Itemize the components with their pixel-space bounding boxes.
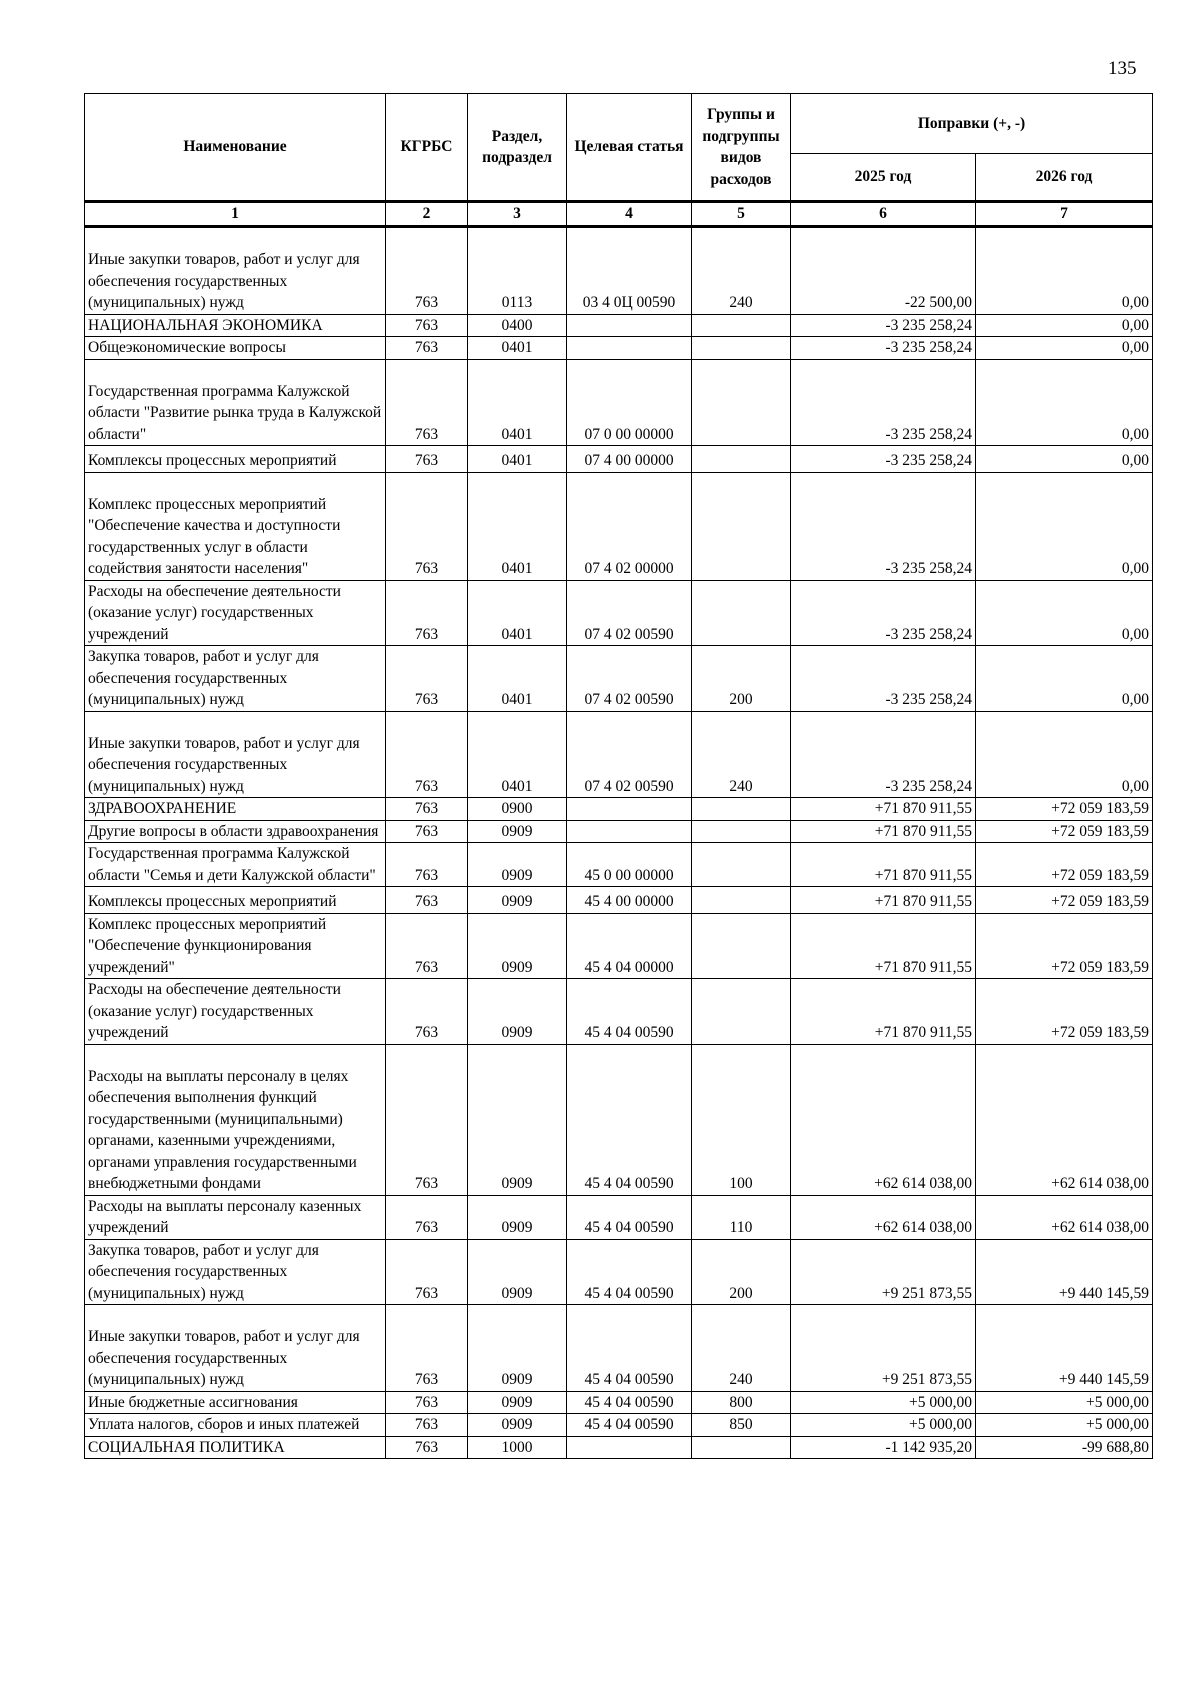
row-expense-group: 110 [692,1195,791,1239]
row-section: 0909 [468,1044,567,1195]
row-target-article: 45 4 00 00000 [567,887,692,914]
table-row [85,446,1153,473]
row-kgrbs: 763 [386,820,468,843]
row-kgrbs: 763 [386,711,468,798]
row-kgrbs: 763 [386,1044,468,1195]
row-expense-group [692,472,791,580]
row-name: Расходы на обеспечение деятельности (оказание услуг) государственных учреждений [85,979,386,1045]
table-row [85,1305,1153,1392]
row-section: 0401 [468,711,567,798]
row-kgrbs: 763 [386,913,468,979]
row-section: 0400 [468,314,567,337]
row-expense-group [692,337,791,360]
row-amount-2026: +62 614 038,00 [976,1195,1153,1239]
row-amount-2026: +62 614 038,00 [976,1044,1153,1195]
row-target-article: 45 0 00 00000 [567,843,692,887]
row-target-article: 45 4 04 00590 [567,1391,692,1414]
row-amount-2026: +5 000,00 [976,1414,1153,1437]
column-number: 1 [85,202,386,227]
row-kgrbs: 763 [386,314,468,337]
row-name: Государственная программа Калужской области "Семья и дети Калужской области" [85,843,386,887]
row-section: 0909 [468,1391,567,1414]
row-name: Расходы на выплаты персоналу в целях обеспечения выполнения функций государственными (муниципальными) органами, казенными учреждениями, органами управления государственными внебюджетными фондами [85,1044,386,1195]
row-name: Уплата налогов, сборов и иных платежей [85,1414,386,1437]
row-name: Комплекс процессных мероприятий "Обеспечение качества и доступности государственных услуг в области содействия занятости населения" [85,472,386,580]
row-section: 0401 [468,472,567,580]
row-amount-2025: +71 870 911,55 [791,913,976,979]
row-section: 0909 [468,979,567,1045]
header-section: Раздел, подраздел [468,94,567,202]
row-kgrbs: 763 [386,1436,468,1459]
row-amount-2026: +9 440 145,59 [976,1305,1153,1392]
budget-amendments-table [84,93,1153,1459]
row-kgrbs: 763 [386,446,468,473]
row-amount-2025: -3 235 258,24 [791,711,976,798]
row-target-article: 45 4 04 00590 [567,979,692,1045]
row-kgrbs: 763 [386,359,468,446]
row-target-article: 45 4 04 00590 [567,1044,692,1195]
row-section: 0909 [468,913,567,979]
row-target-article: 45 4 04 00590 [567,1305,692,1392]
row-name: Иные закупки товаров, работ и услуг для обеспечения государственных (муниципальных) нужд [85,1305,386,1392]
row-target-article [567,314,692,337]
row-amount-2026: +9 440 145,59 [976,1239,1153,1305]
row-amount-2025: +71 870 911,55 [791,979,976,1045]
column-number: 5 [692,202,791,227]
row-target-article: 07 4 02 00590 [567,711,692,798]
row-amount-2025: -22 500,00 [791,227,976,315]
row-section: 0401 [468,580,567,646]
row-target-article [567,337,692,360]
row-expense-group: 850 [692,1414,791,1437]
table-row [85,798,1153,821]
row-amount-2025: -1 142 935,20 [791,1436,976,1459]
row-amount-2026: 0,00 [976,472,1153,580]
row-expense-group [692,446,791,473]
row-kgrbs: 763 [386,227,468,315]
row-amount-2025: +5 000,00 [791,1391,976,1414]
row-expense-group: 240 [692,227,791,315]
row-name: Комплексы процессных мероприятий [85,446,386,473]
row-name: Комплексы процессных мероприятий [85,887,386,914]
row-target-article: 45 4 04 00590 [567,1239,692,1305]
header-target: Целевая статья [567,94,692,202]
table-row [85,1044,1153,1195]
header-year-2026: 2026 год [976,154,1153,202]
row-kgrbs: 763 [386,646,468,712]
row-amount-2025: -3 235 258,24 [791,314,976,337]
row-amount-2026: +72 059 183,59 [976,820,1153,843]
row-amount-2025: +71 870 911,55 [791,798,976,821]
row-amount-2026: -99 688,80 [976,1436,1153,1459]
header-amendments: Поправки (+, -) [791,94,1153,154]
table-row [85,1195,1153,1239]
row-section: 0909 [468,1195,567,1239]
row-amount-2025: +71 870 911,55 [791,887,976,914]
table-row [85,314,1153,337]
row-expense-group: 200 [692,1239,791,1305]
row-amount-2026: 0,00 [976,337,1153,360]
row-target-article [567,820,692,843]
column-number: 3 [468,202,567,227]
row-amount-2025: +71 870 911,55 [791,820,976,843]
column-number: 4 [567,202,692,227]
row-amount-2026: 0,00 [976,314,1153,337]
row-amount-2025: +5 000,00 [791,1414,976,1437]
row-amount-2026: 0,00 [976,646,1153,712]
header-kgrbs: КГРБС [386,94,468,202]
row-kgrbs: 763 [386,580,468,646]
table-row [85,711,1153,798]
row-amount-2025: +9 251 873,55 [791,1239,976,1305]
row-name: Комплекс процессных мероприятий "Обеспечение функционирования учреждений" [85,913,386,979]
row-name: Государственная программа Калужской области "Развитие рынка труда в Калужской области" [85,359,386,446]
row-expense-group [692,979,791,1045]
row-section: 0401 [468,337,567,360]
row-name: Иные бюджетные ассигнования [85,1391,386,1414]
row-kgrbs: 763 [386,843,468,887]
table-row [85,580,1153,646]
row-expense-group: 800 [692,1391,791,1414]
row-expense-group [692,843,791,887]
table-row [85,887,1153,914]
row-target-article: 07 4 00 00000 [567,446,692,473]
row-amount-2026: +5 000,00 [976,1391,1153,1414]
row-kgrbs: 763 [386,1239,468,1305]
row-expense-group [692,820,791,843]
row-amount-2025: -3 235 258,24 [791,337,976,360]
row-section: 0909 [468,1414,567,1437]
row-section: 0909 [468,820,567,843]
table-row [85,1436,1153,1459]
row-amount-2026: 0,00 [976,446,1153,473]
table-row [85,227,1153,315]
row-expense-group [692,1436,791,1459]
header-name: Наименование [85,94,386,202]
row-expense-group [692,580,791,646]
table-row [85,337,1153,360]
row-amount-2026: 0,00 [976,711,1153,798]
row-name: Общеэкономические вопросы [85,337,386,360]
row-name: Другие вопросы в области здравоохранения [85,820,386,843]
column-number: 7 [976,202,1153,227]
row-amount-2026: 0,00 [976,227,1153,315]
row-section: 1000 [468,1436,567,1459]
row-amount-2026: 0,00 [976,359,1153,446]
row-kgrbs: 763 [386,798,468,821]
row-expense-group [692,359,791,446]
row-section: 0900 [468,798,567,821]
row-amount-2026: +72 059 183,59 [976,979,1153,1045]
row-amount-2026: +72 059 183,59 [976,798,1153,821]
row-section: 0113 [468,227,567,315]
row-amount-2025: +62 614 038,00 [791,1044,976,1195]
row-section: 0909 [468,843,567,887]
row-name: Расходы на обеспечение деятельности (оказание услуг) государственных учреждений [85,580,386,646]
row-target-article: 07 0 00 00000 [567,359,692,446]
row-kgrbs: 763 [386,979,468,1045]
row-expense-group [692,798,791,821]
row-name: СОЦИАЛЬНАЯ ПОЛИТИКА [85,1436,386,1459]
row-amount-2025: -3 235 258,24 [791,446,976,473]
table-row [85,913,1153,979]
row-target-article: 07 4 02 00590 [567,646,692,712]
table-row [85,1239,1153,1305]
row-expense-group: 100 [692,1044,791,1195]
row-target-article [567,1436,692,1459]
row-kgrbs: 763 [386,887,468,914]
row-section: 0909 [468,1305,567,1392]
row-name: Закупка товаров, работ и услуг для обеспечения государственных (муниципальных) нужд [85,1239,386,1305]
table-row [85,979,1153,1045]
row-expense-group [692,887,791,914]
column-number: 6 [791,202,976,227]
table-row [85,820,1153,843]
row-name: Расходы на выплаты персоналу казенных учреждений [85,1195,386,1239]
row-section: 0401 [468,446,567,473]
row-expense-group: 240 [692,1305,791,1392]
row-kgrbs: 763 [386,1305,468,1392]
row-section: 0401 [468,359,567,446]
row-target-article: 07 4 02 00000 [567,472,692,580]
row-expense-group: 240 [692,711,791,798]
row-kgrbs: 763 [386,337,468,360]
table-row [85,843,1153,887]
header-groups: Группы и подгруппы видов расходов [692,94,791,202]
row-section: 0909 [468,1239,567,1305]
table-body [85,227,1153,1459]
column-number: 2 [386,202,468,227]
row-amount-2025: +71 870 911,55 [791,843,976,887]
row-amount-2026: 0,00 [976,580,1153,646]
row-target-article: 45 4 04 00590 [567,1195,692,1239]
row-kgrbs: 763 [386,1195,468,1239]
table-row [85,646,1153,712]
table-row [85,1391,1153,1414]
row-name: НАЦИОНАЛЬНАЯ ЭКОНОМИКА [85,314,386,337]
row-kgrbs: 763 [386,1391,468,1414]
row-amount-2025: -3 235 258,24 [791,580,976,646]
row-amount-2025: +9 251 873,55 [791,1305,976,1392]
row-amount-2026: +72 059 183,59 [976,913,1153,979]
row-expense-group: 200 [692,646,791,712]
row-amount-2025: -3 235 258,24 [791,359,976,446]
row-amount-2026: +72 059 183,59 [976,843,1153,887]
row-name: Иные закупки товаров, работ и услуг для обеспечения государственных (муниципальных) нужд [85,227,386,315]
row-target-article: 03 4 0Ц 00590 [567,227,692,315]
row-target-article [567,798,692,821]
row-kgrbs: 763 [386,1414,468,1437]
row-target-article: 07 4 02 00590 [567,580,692,646]
row-section: 0401 [468,646,567,712]
page-number: 135 [1108,58,1137,79]
row-expense-group [692,913,791,979]
row-amount-2025: +62 614 038,00 [791,1195,976,1239]
row-kgrbs: 763 [386,472,468,580]
header-year-2025: 2025 год [791,154,976,202]
row-amount-2026: +72 059 183,59 [976,887,1153,914]
row-name: ЗДРАВООХРАНЕНИЕ [85,798,386,821]
row-name: Закупка товаров, работ и услуг для обеспечения государственных (муниципальных) нужд [85,646,386,712]
row-amount-2025: -3 235 258,24 [791,646,976,712]
table-row [85,359,1153,446]
table-row [85,1414,1153,1437]
row-name: Иные закупки товаров, работ и услуг для обеспечения государственных (муниципальных) нужд [85,711,386,798]
row-section: 0909 [468,887,567,914]
table-row [85,472,1153,580]
row-amount-2025: -3 235 258,24 [791,472,976,580]
row-target-article: 45 4 04 00000 [567,913,692,979]
row-target-article: 45 4 04 00590 [567,1414,692,1437]
row-expense-group [692,314,791,337]
